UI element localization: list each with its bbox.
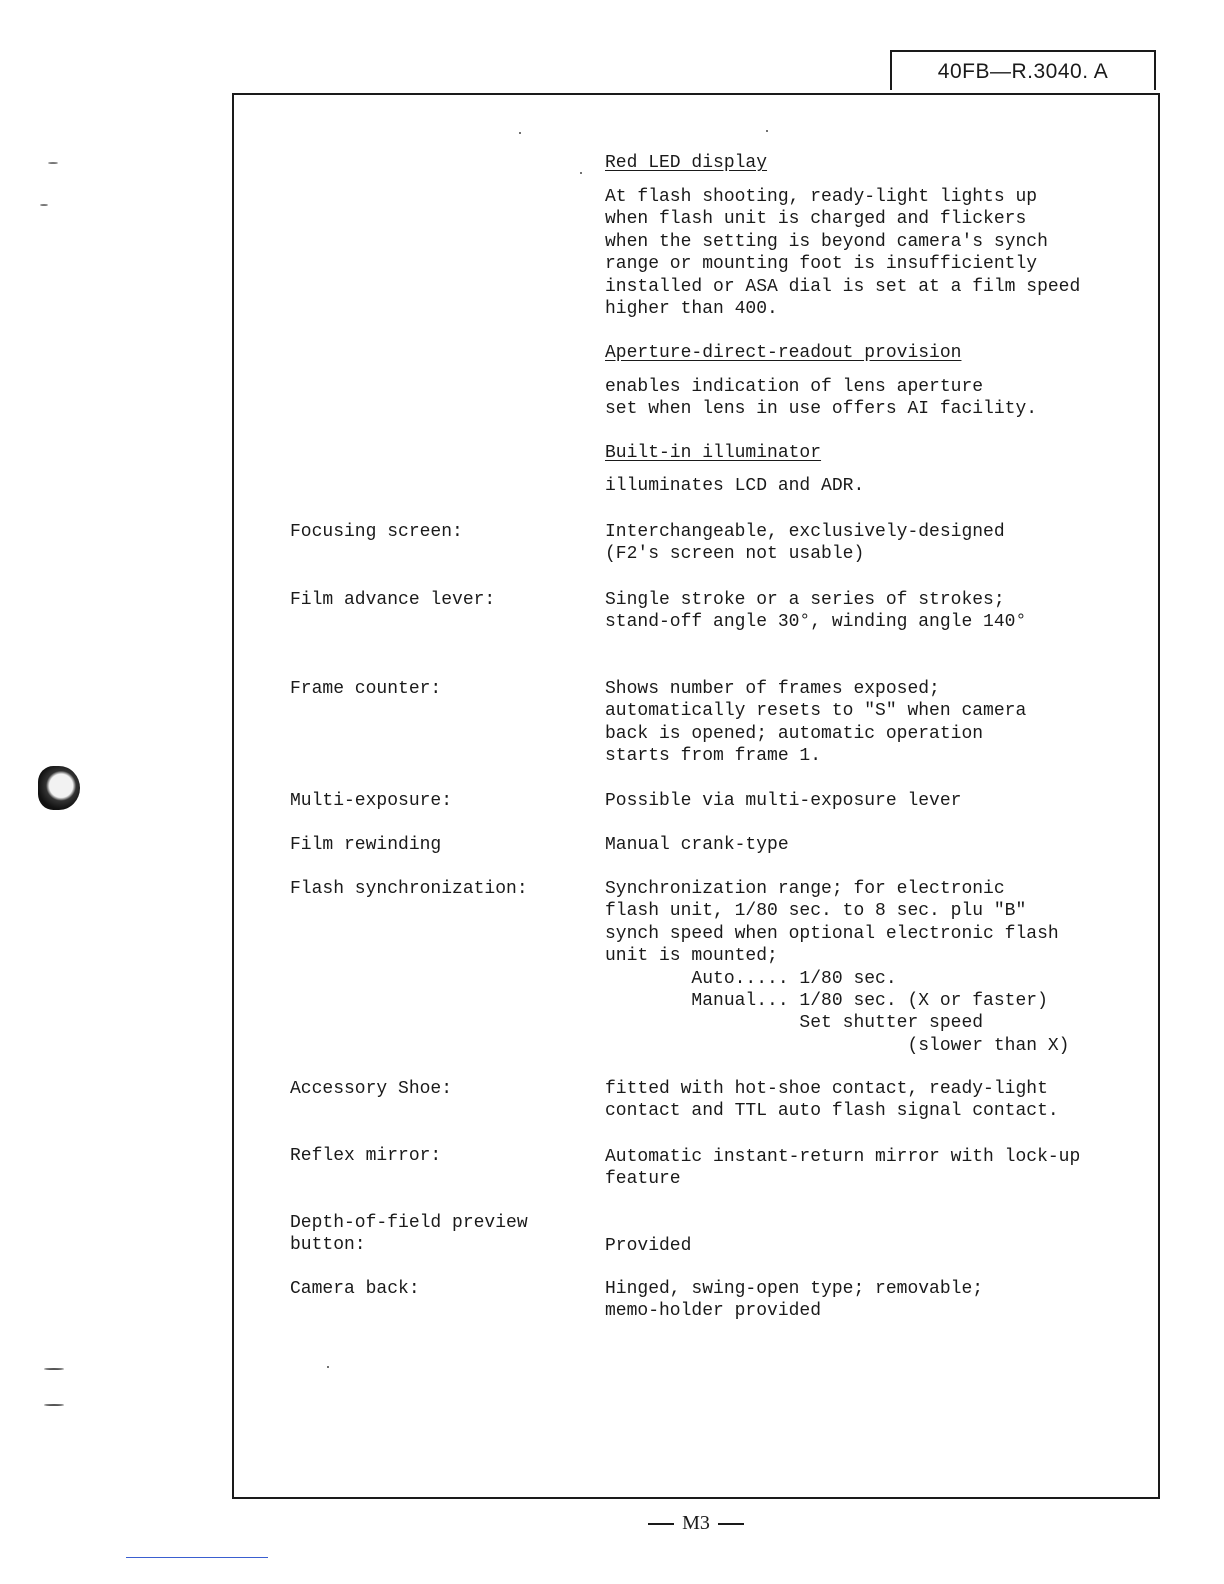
page-number-text: M3 <box>682 1512 710 1534</box>
spec-value: Shows number of frames exposed; automatically resets to "S" when camera back is opened; automatic operation starts from frame 1. <box>605 679 1027 767</box>
spec-label: Film rewinding <box>290 835 442 855</box>
spec-label: Depth-of-field preview button: <box>290 1213 528 1256</box>
spec-value: Interchangeable, exclusively-designed (F2's screen not usable) <box>605 522 1005 565</box>
adr-body: enables indication of lens aperture set when lens in use offers AI facility. <box>605 377 1038 420</box>
spec-label: Focusing screen: <box>290 522 463 542</box>
red-led-body: At flash shooting, ready-light lights up when flash unit is charged and flickers when the setting is beyond camera's synch range or mounting foot is insufficiently installed or ASA dial is set at a film speed higher than 400. <box>605 187 1081 320</box>
spec-value: Provided <box>605 1235 692 1256</box>
scan-speck <box>44 1368 64 1370</box>
spec-label: Reflex mirror: <box>290 1146 442 1166</box>
spec-value: Synchronization range; for electronic flash unit, 1/80 sec. to 8 sec. plu "B" synch speed when optional electronic flash unit is mounted; Auto..... 1/80 sec. Manual... 1/80 sec. (X or faster) Set shutter speed (slower than X) <box>605 879 1070 1056</box>
spec-label: Accessory Shoe: <box>290 1079 453 1099</box>
scan-speck <box>580 172 582 174</box>
binder-hole <box>38 766 80 810</box>
scan-speck <box>44 1404 64 1406</box>
spec-label: Flash synchronization: <box>290 879 528 899</box>
spec-label: Film advance lever: <box>290 590 496 610</box>
spec-value: Automatic instant-return mirror with lock-up feature <box>605 1147 1081 1190</box>
scan-speck <box>48 162 58 164</box>
spec-label: Multi-exposure: <box>290 791 453 811</box>
document-id-box: 40FB—R.3040. A <box>890 50 1156 90</box>
scan-speck <box>40 204 48 206</box>
adr-heading: Aperture-direct-readout provision <box>605 343 962 363</box>
scan-speck <box>519 132 521 134</box>
dash-right <box>718 1523 744 1525</box>
red-led-heading: Red LED display <box>605 153 768 173</box>
illuminator-heading: Built-in illuminator <box>605 443 822 463</box>
spec-value: Single stroke or a series of strokes; stand-off angle 30°, winding angle 140° <box>605 590 1027 633</box>
illuminator-body: illuminates LCD and ADR. <box>605 476 865 496</box>
spec-value: Possible via multi-exposure lever <box>605 791 962 811</box>
spec-value: Manual crank-type <box>605 835 789 855</box>
page-number <box>640 1512 752 1535</box>
spec-value: Hinged, swing-open type; removable; memo-holder provided <box>605 1279 984 1322</box>
scan-artifact-line <box>126 1557 268 1558</box>
scan-speck <box>766 130 768 132</box>
scan-speck <box>327 1366 329 1368</box>
spec-value: fitted with hot-shoe contact, ready-light contact and TTL auto flash signal contact. <box>605 1079 1059 1122</box>
dash-left <box>648 1523 674 1525</box>
spec-label: Frame counter: <box>290 679 442 699</box>
spec-label: Camera back: <box>290 1279 420 1299</box>
